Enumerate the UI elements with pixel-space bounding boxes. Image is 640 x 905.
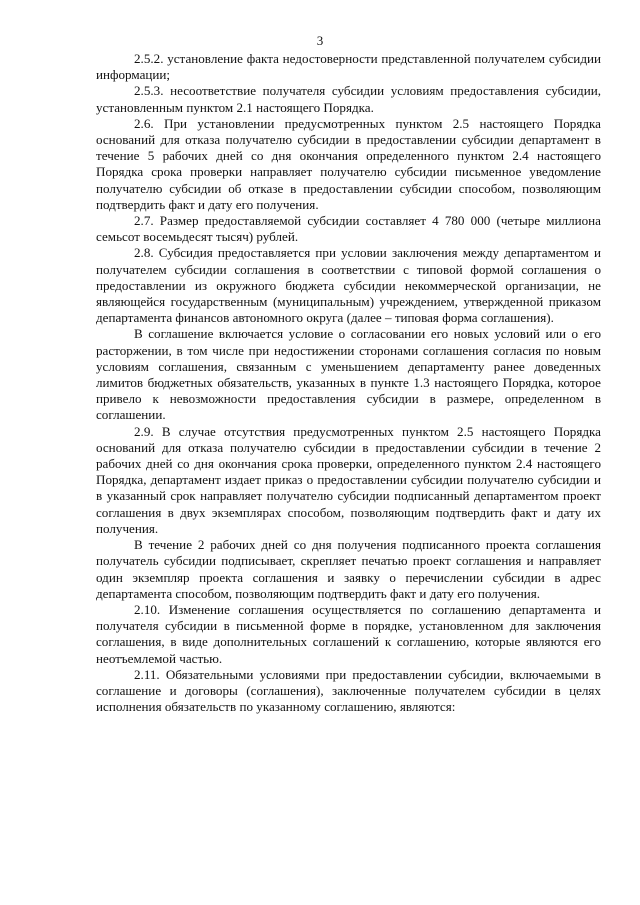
- paragraph-2-7: 2.7. Размер предоставляемой субсидии составляет 4 780 000 (четыре миллиона семьсот восемьдесят тысяч) рублей.: [96, 213, 601, 245]
- paragraph-2-5-3: 2.5.3. несоответствие получателя субсидии условиям предоставления субсидии, установленным пунктом 2.1 настоящего Порядка.: [96, 83, 601, 115]
- paragraph-2-11: 2.11. Обязательными условиями при предоставлении субсидии, включаемыми в соглашение и договоры (соглашения), заключенные получателем субсидии в целях исполнения обязательств по указанному соглашению, являются:: [96, 666, 601, 715]
- paragraph-2-9: 2.9. В случае отсутствия предусмотренных пунктом 2.5 настоящего Порядка оснований для отказа получателю субсидии в предоставлении субсидии в течение 2 рабочих дней со дня окончания срока проверки, определенного пунктом 2.4 настоящего Порядка, департамент издает приказ о предоставлении субсидии получателю субсидии и в указанный срок направляет получателю субсидии подписанный департаментом проект соглашения в двух экземплярах способом, позволяющим подтвердить факт и дату их получения.: [96, 423, 601, 536]
- paragraph-2-8-continuation: В соглашение включается условие о согласовании его новых условий или о его расторжении, в том числе при недостижении сторонами соглашения согласия по новым условиям соглашения, связанным с уменьшением департаменту ранее доведенных лимитов бюджетных обязательств, указанных в пункте 1.3 настоящего Порядка, которое привело к невозможности предоставления субсидии в размере, определенном в соглашении.: [96, 326, 601, 423]
- document-body: [96, 51, 601, 715]
- paragraph-2-6: 2.6. При установлении предусмотренных пунктом 2.5 настоящего Порядка оснований для отказа получателю субсидии в предоставлении субсидии департамент в течение 5 рабочих дней со дня окончания определенного пунктом 2.4 настоящего Порядка срока проверки направляет получателю субсидии письменное уведомление получателю субсидии об отказе в предоставлении субсидии способом, позволяющим подтвердить факт и дату его получения.: [96, 115, 601, 212]
- page-number: 3: [316, 33, 324, 48]
- paragraph-2-10: 2.10. Изменение соглашения осуществляется по соглашению департамента и получателя субсидии в письменной форме в порядке, установленном для заключения соглашения, в виде дополнительных соглашений к соглашению, которые являются его неотъемлемой частью.: [96, 601, 601, 666]
- paragraph-2-8: 2.8. Субсидия предоставляется при условии заключения между департаментом и получателем субсидии соглашения в соответствии с типовой формой соглашения о предоставлении из окружного бюджета субсидии некоммерческой организации, не являющейся государственным (муниципальным) учреждением, утвержденной приказом департамента финансов автономного округа (далее – типовая форма соглашения).: [96, 245, 601, 326]
- paragraph-2-9-continuation: В течение 2 рабочих дней со дня получения подписанного проекта соглашения получатель субсидии подписывает, скрепляет печатью проект соглашения и направляет один экземпляр проекта соглашения и заявку о перечислении субсидии в адрес департамента способом, позволяющим подтвердить факт и дату его получения.: [96, 537, 601, 601]
- paragraph-2-5-2: 2.5.2. установление факта недостоверности представленной получателем субсидии информации;: [96, 51, 601, 83]
